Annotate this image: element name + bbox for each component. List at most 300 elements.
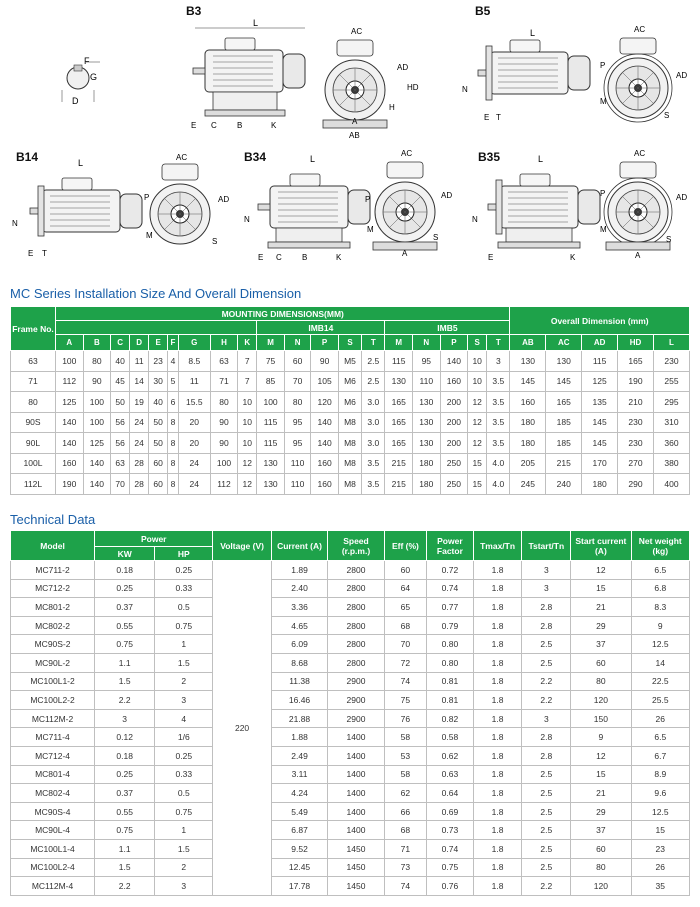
voltage-header: Voltage (V): [213, 531, 271, 561]
svg-text:B: B: [237, 121, 243, 130]
value-cell: 3.11: [271, 765, 327, 784]
dimension-cell: 112: [56, 371, 84, 392]
svg-text:AD: AD: [676, 71, 688, 80]
svg-text:S: S: [433, 233, 439, 242]
installation-col-header: C: [111, 335, 130, 351]
value-cell: 1.8: [473, 784, 522, 803]
svg-text:L: L: [253, 18, 259, 28]
svg-text:E: E: [488, 253, 494, 262]
value-cell: 6.5: [631, 728, 689, 747]
dimension-cell: 90: [311, 351, 339, 372]
value-cell: 2800: [328, 561, 384, 580]
value-cell: 1.1: [95, 653, 155, 672]
value-cell: 0.58: [427, 728, 474, 747]
value-cell: 17.78: [271, 877, 327, 896]
dimension-cell: M8: [338, 453, 361, 474]
svg-text:AC: AC: [401, 149, 413, 158]
dimension-cell: 165: [385, 412, 413, 433]
dimension-cell: 160: [510, 392, 546, 413]
dimension-cell: 3.5: [487, 412, 510, 433]
dimension-cell: 7: [238, 351, 257, 372]
value-cell: 1400: [328, 784, 384, 803]
value-cell: 70: [384, 635, 426, 654]
dimension-cell: 160: [56, 453, 84, 474]
value-cell: 12.5: [631, 802, 689, 821]
dimension-cell: 50: [111, 392, 130, 413]
dimension-cell: 140: [311, 412, 339, 433]
value-cell: 8.3: [631, 598, 689, 617]
installation-col-header: D: [130, 335, 149, 351]
hp-header: HP: [155, 547, 213, 561]
value-cell: 80: [571, 858, 631, 877]
svg-text:P: P: [144, 193, 150, 202]
dimension-cell: 3.5: [362, 474, 385, 495]
dimension-cell: 2.5: [362, 351, 385, 372]
svg-text:A: A: [635, 251, 641, 260]
dimension-cell: 10: [468, 371, 487, 392]
value-cell: 0.25: [95, 765, 155, 784]
value-cell: 6.87: [271, 821, 327, 840]
technical-title: Technical Data: [10, 512, 96, 527]
dimension-cell: 6: [168, 392, 179, 413]
value-cell: 60: [384, 561, 426, 580]
value-cell: 1.8: [473, 765, 522, 784]
installation-col-header: K: [238, 335, 257, 351]
model-cell: MC712-4: [11, 746, 95, 765]
dimension-cell: 250: [440, 474, 468, 495]
table-row: [11, 839, 690, 858]
installation-title: MC Series Installation Size And Overall Dimension: [10, 286, 302, 301]
drawings-svg: [0, 0, 700, 278]
eff-header: Eff (%): [384, 531, 426, 561]
dimension-cell: 12: [468, 392, 487, 413]
svg-text:B: B: [302, 253, 308, 262]
dimension-cell: 8: [168, 412, 179, 433]
value-cell: 6.09: [271, 635, 327, 654]
dimension-cell: 125: [56, 392, 84, 413]
value-cell: 68: [384, 821, 426, 840]
dimension-cell: 180: [413, 474, 441, 495]
model-cell: MC801-4: [11, 765, 95, 784]
value-cell: 1.8: [473, 691, 522, 710]
dimension-cell: 11: [130, 351, 149, 372]
value-cell: 1.5: [155, 839, 213, 858]
value-cell: 0.76: [427, 877, 474, 896]
dimension-cell: 15.5: [178, 392, 210, 413]
model-cell: MC90L-2: [11, 653, 95, 672]
value-cell: 0.74: [427, 579, 474, 598]
model-cell: MC90S-4: [11, 802, 95, 821]
dimension-cell: 140: [56, 433, 84, 454]
value-cell: 2.8: [522, 728, 571, 747]
b5-label: B5: [475, 4, 491, 18]
dimension-cell: 70: [284, 371, 310, 392]
dimension-cell: 215: [546, 453, 582, 474]
dimension-cell: 15: [468, 453, 487, 474]
dimension-cell: 230: [618, 412, 654, 433]
dimension-cell: 210: [618, 392, 654, 413]
svg-text:S: S: [212, 237, 218, 246]
dimension-cell: 40: [111, 351, 130, 372]
value-cell: 21: [571, 598, 631, 617]
installation-col-header: A: [56, 335, 84, 351]
installation-col-header: F: [168, 335, 179, 351]
dimension-cell: 100: [83, 392, 111, 413]
dimension-cell: 200: [440, 433, 468, 454]
value-cell: 150: [571, 709, 631, 728]
svg-text:AC: AC: [634, 149, 646, 158]
mounting-header: MOUNTING DIMENSIONS(MM): [56, 307, 510, 321]
value-cell: 5.49: [271, 802, 327, 821]
dimension-cell: 30: [149, 371, 168, 392]
dimension-cell: 45: [111, 371, 130, 392]
value-cell: 15: [571, 765, 631, 784]
dimension-cell: 3: [487, 351, 510, 372]
value-cell: 1.5: [95, 672, 155, 691]
value-cell: 1.8: [473, 746, 522, 765]
dimension-cell: M5: [338, 351, 361, 372]
value-cell: 2800: [328, 635, 384, 654]
value-cell: 6.8: [631, 579, 689, 598]
value-cell: 62: [384, 784, 426, 803]
b5-side-view: [462, 28, 590, 122]
dimension-cell: 75: [257, 351, 285, 372]
dimension-cell: 90: [210, 433, 238, 454]
value-cell: 12.45: [271, 858, 327, 877]
b34-side-view: [244, 154, 370, 262]
value-cell: 26: [631, 709, 689, 728]
dimension-cell: 100: [257, 392, 285, 413]
dimension-cell: 185: [546, 412, 582, 433]
dimension-cell: 165: [618, 351, 654, 372]
value-cell: 2.40: [271, 579, 327, 598]
dimension-cell: 10: [238, 392, 257, 413]
svg-text:A: A: [402, 249, 408, 258]
value-cell: 2.5: [522, 765, 571, 784]
value-cell: 22.5: [631, 672, 689, 691]
value-cell: 2.8: [522, 746, 571, 765]
dimension-cell: 105: [311, 371, 339, 392]
svg-text:N: N: [462, 85, 468, 94]
installation-col-header: T: [362, 335, 385, 351]
b3-end-view: [323, 27, 419, 140]
value-cell: 1450: [328, 858, 384, 877]
svg-text:AD: AD: [441, 191, 453, 200]
dimension-cell: 160: [440, 371, 468, 392]
dimension-cell: 10: [468, 351, 487, 372]
installation-body: [11, 351, 690, 495]
value-cell: 1.8: [473, 839, 522, 858]
dimension-cell: 90: [210, 412, 238, 433]
value-cell: 1.5: [155, 653, 213, 672]
dimension-cell: 95: [413, 351, 441, 372]
dimension-cell: 5: [168, 371, 179, 392]
table-row: [11, 765, 690, 784]
dimension-cell: 24: [130, 433, 149, 454]
dimension-cell: 130: [413, 433, 441, 454]
value-cell: 0.82: [427, 709, 474, 728]
value-cell: 120: [571, 877, 631, 896]
dimension-cell: 8: [168, 433, 179, 454]
value-cell: 14: [631, 653, 689, 672]
model-cell: MC112M-2: [11, 709, 95, 728]
svg-text:P: P: [365, 195, 371, 204]
dimension-cell: 140: [83, 453, 111, 474]
dimension-cell: 19: [130, 392, 149, 413]
value-cell: 0.5: [155, 598, 213, 617]
value-cell: 1.8: [473, 728, 522, 747]
table-row: [11, 672, 690, 691]
dimension-cell: 180: [582, 474, 618, 495]
value-cell: 2900: [328, 691, 384, 710]
value-cell: 35: [631, 877, 689, 896]
svg-text:K: K: [570, 253, 576, 262]
dimension-cell: 130: [385, 371, 413, 392]
dimension-cell: 215: [385, 474, 413, 495]
installation-col-header: N: [284, 335, 310, 351]
value-cell: 2800: [328, 653, 384, 672]
dimension-cell: 85: [257, 371, 285, 392]
model-cell: MC100L2-2: [11, 691, 95, 710]
b34-end-view: [365, 149, 452, 258]
technical-table: [10, 530, 690, 896]
model-cell: MC802-4: [11, 784, 95, 803]
svg-text:AC: AC: [634, 25, 646, 34]
frame-cell: 90S: [11, 412, 56, 433]
dimension-cell: 24: [178, 453, 210, 474]
value-cell: 0.81: [427, 691, 474, 710]
value-cell: 1400: [328, 821, 384, 840]
installation-col-header: M: [385, 335, 413, 351]
value-cell: 80: [571, 672, 631, 691]
value-cell: 60: [571, 839, 631, 858]
dimension-cell: 8.5: [178, 351, 210, 372]
value-cell: 3.36: [271, 598, 327, 617]
model-cell: MC802-2: [11, 616, 95, 635]
dimension-cell: 80: [83, 351, 111, 372]
value-cell: 3: [522, 561, 571, 580]
svg-text:L: L: [310, 154, 316, 164]
table-row: [11, 709, 690, 728]
value-cell: 0.55: [95, 616, 155, 635]
dimension-cell: 3.5: [487, 392, 510, 413]
dimension-cell: 60: [149, 474, 168, 495]
dimension-cell: 180: [510, 412, 546, 433]
table-row: [11, 474, 690, 495]
svg-text:H: H: [389, 103, 395, 112]
svg-text:HD: HD: [407, 83, 419, 92]
svg-text:E: E: [258, 253, 264, 262]
value-cell: 0.55: [95, 802, 155, 821]
value-cell: 3: [522, 709, 571, 728]
dimension-cell: 130: [510, 351, 546, 372]
table-row: [11, 616, 690, 635]
value-cell: 68: [384, 616, 426, 635]
table-row: [11, 453, 690, 474]
value-cell: 2.2: [522, 877, 571, 896]
value-cell: 0.5: [155, 784, 213, 803]
dimension-cell: 185: [546, 433, 582, 454]
value-cell: 1.1: [95, 839, 155, 858]
dimension-cell: 200: [440, 392, 468, 413]
value-cell: 1400: [328, 802, 384, 821]
value-cell: 65: [384, 598, 426, 617]
value-cell: 2.2: [95, 691, 155, 710]
svg-text:P: P: [600, 61, 606, 70]
value-cell: 0.33: [155, 765, 213, 784]
dimension-cell: 120: [311, 392, 339, 413]
overall-header: Overall Dimension (mm): [510, 307, 690, 335]
value-cell: 0.72: [427, 561, 474, 580]
dimension-cell: 125: [582, 371, 618, 392]
model-cell: MC90L-4: [11, 821, 95, 840]
dimension-cell: 165: [546, 392, 582, 413]
svg-text:T: T: [496, 113, 501, 122]
value-cell: 2.49: [271, 746, 327, 765]
dimension-cell: 24: [130, 412, 149, 433]
dimension-cell: 10: [238, 412, 257, 433]
dimension-cell: M6: [338, 392, 361, 413]
dimension-cell: 140: [83, 474, 111, 495]
current-header: Current (A): [271, 531, 327, 561]
installation-col-header: N: [413, 335, 441, 351]
value-cell: 0.25: [155, 746, 213, 765]
table-row: [11, 691, 690, 710]
value-cell: 2900: [328, 709, 384, 728]
frame-cell: 63: [11, 351, 56, 372]
svg-text:E: E: [191, 121, 197, 130]
dimension-cell: 3.5: [487, 433, 510, 454]
imb5-header: IMB5: [385, 321, 510, 335]
value-cell: 0.37: [95, 784, 155, 803]
value-cell: 37: [571, 635, 631, 654]
dimension-cell: 310: [653, 412, 689, 433]
svg-text:A: A: [352, 117, 358, 126]
dimension-cell: 290: [618, 474, 654, 495]
speed-header: Speed (r.p.m.): [328, 531, 384, 561]
svg-text:AD: AD: [218, 195, 230, 204]
value-cell: 0.69: [427, 802, 474, 821]
value-cell: 1.88: [271, 728, 327, 747]
dimension-cell: 80: [284, 392, 310, 413]
installation-col-header: L: [653, 335, 689, 351]
dimension-cell: 112: [210, 474, 238, 495]
value-cell: 73: [384, 858, 426, 877]
value-cell: 9: [631, 616, 689, 635]
dimension-cell: 135: [582, 392, 618, 413]
svg-text:M: M: [146, 231, 153, 240]
svg-text:AD: AD: [397, 63, 409, 72]
dimension-cell: 20: [178, 433, 210, 454]
model-cell: MC801-2: [11, 598, 95, 617]
dimension-cell: 245: [510, 474, 546, 495]
b3-side-view: [191, 18, 305, 130]
dimension-cell: 115: [257, 433, 285, 454]
b3-label: B3: [186, 4, 202, 18]
dimension-cell: 95: [284, 433, 310, 454]
value-cell: 15: [631, 821, 689, 840]
value-cell: 71: [384, 839, 426, 858]
dimension-cell: 8: [168, 453, 179, 474]
dimension-cell: 130: [257, 474, 285, 495]
installation-col-header: HD: [618, 335, 654, 351]
value-cell: 0.75: [427, 858, 474, 877]
value-cell: 1.8: [473, 672, 522, 691]
installation-col-header: S: [338, 335, 361, 351]
model-cell: MC711-4: [11, 728, 95, 747]
dimension-cell: 56: [111, 412, 130, 433]
frame-cell: 100L: [11, 453, 56, 474]
svg-text:P: P: [600, 189, 606, 198]
svg-text:K: K: [336, 253, 342, 262]
value-cell: 0.12: [95, 728, 155, 747]
net-weight-header: Net weight (kg): [631, 531, 689, 561]
value-cell: 53: [384, 746, 426, 765]
dimension-cell: 215: [385, 453, 413, 474]
dimension-cell: 60: [149, 453, 168, 474]
shaft-key-detail: [62, 56, 100, 106]
dimension-cell: 11: [178, 371, 210, 392]
dimension-cell: 125: [83, 433, 111, 454]
value-cell: 0.18: [95, 561, 155, 580]
frame-cell: 80: [11, 392, 56, 413]
dimension-cell: 4.0: [487, 453, 510, 474]
value-cell: 74: [384, 672, 426, 691]
dimension-cell: 190: [56, 474, 84, 495]
value-cell: 0.74: [427, 839, 474, 858]
b35-label: B35: [478, 150, 501, 164]
dimension-cell: 130: [413, 392, 441, 413]
svg-text:S: S: [666, 235, 672, 244]
value-cell: 0.75: [155, 616, 213, 635]
value-cell: 1400: [328, 765, 384, 784]
dimension-cell: 160: [311, 453, 339, 474]
value-cell: 21.88: [271, 709, 327, 728]
dimension-cell: 100: [56, 351, 84, 372]
value-cell: 1.8: [473, 579, 522, 598]
value-cell: 23: [631, 839, 689, 858]
dimension-cell: 12: [468, 412, 487, 433]
dimension-cell: 28: [130, 474, 149, 495]
value-cell: 2800: [328, 579, 384, 598]
power-factor-header: Power Factor: [427, 531, 474, 561]
installation-col-header: M: [257, 335, 285, 351]
value-cell: 3: [155, 877, 213, 896]
value-cell: 25.5: [631, 691, 689, 710]
table-row: [11, 784, 690, 803]
value-cell: 1.8: [473, 616, 522, 635]
dimension-cell: 160: [311, 474, 339, 495]
dimension-cell: 90: [83, 371, 111, 392]
value-cell: 11.38: [271, 672, 327, 691]
value-cell: 0.77: [427, 598, 474, 617]
value-cell: 12: [571, 561, 631, 580]
dimension-cell: 50: [149, 412, 168, 433]
value-cell: 75: [384, 691, 426, 710]
value-cell: 8.68: [271, 653, 327, 672]
dimension-cell: 380: [653, 453, 689, 474]
value-cell: 1.8: [473, 598, 522, 617]
value-cell: 58: [384, 728, 426, 747]
installation-col-header: B: [83, 335, 111, 351]
table-row: [11, 802, 690, 821]
installation-col-header: AC: [546, 335, 582, 351]
model-cell: MC100L2-4: [11, 858, 95, 877]
value-cell: 2900: [328, 672, 384, 691]
dimension-cell: 100: [83, 412, 111, 433]
value-cell: 12.5: [631, 635, 689, 654]
value-cell: 1/6: [155, 728, 213, 747]
